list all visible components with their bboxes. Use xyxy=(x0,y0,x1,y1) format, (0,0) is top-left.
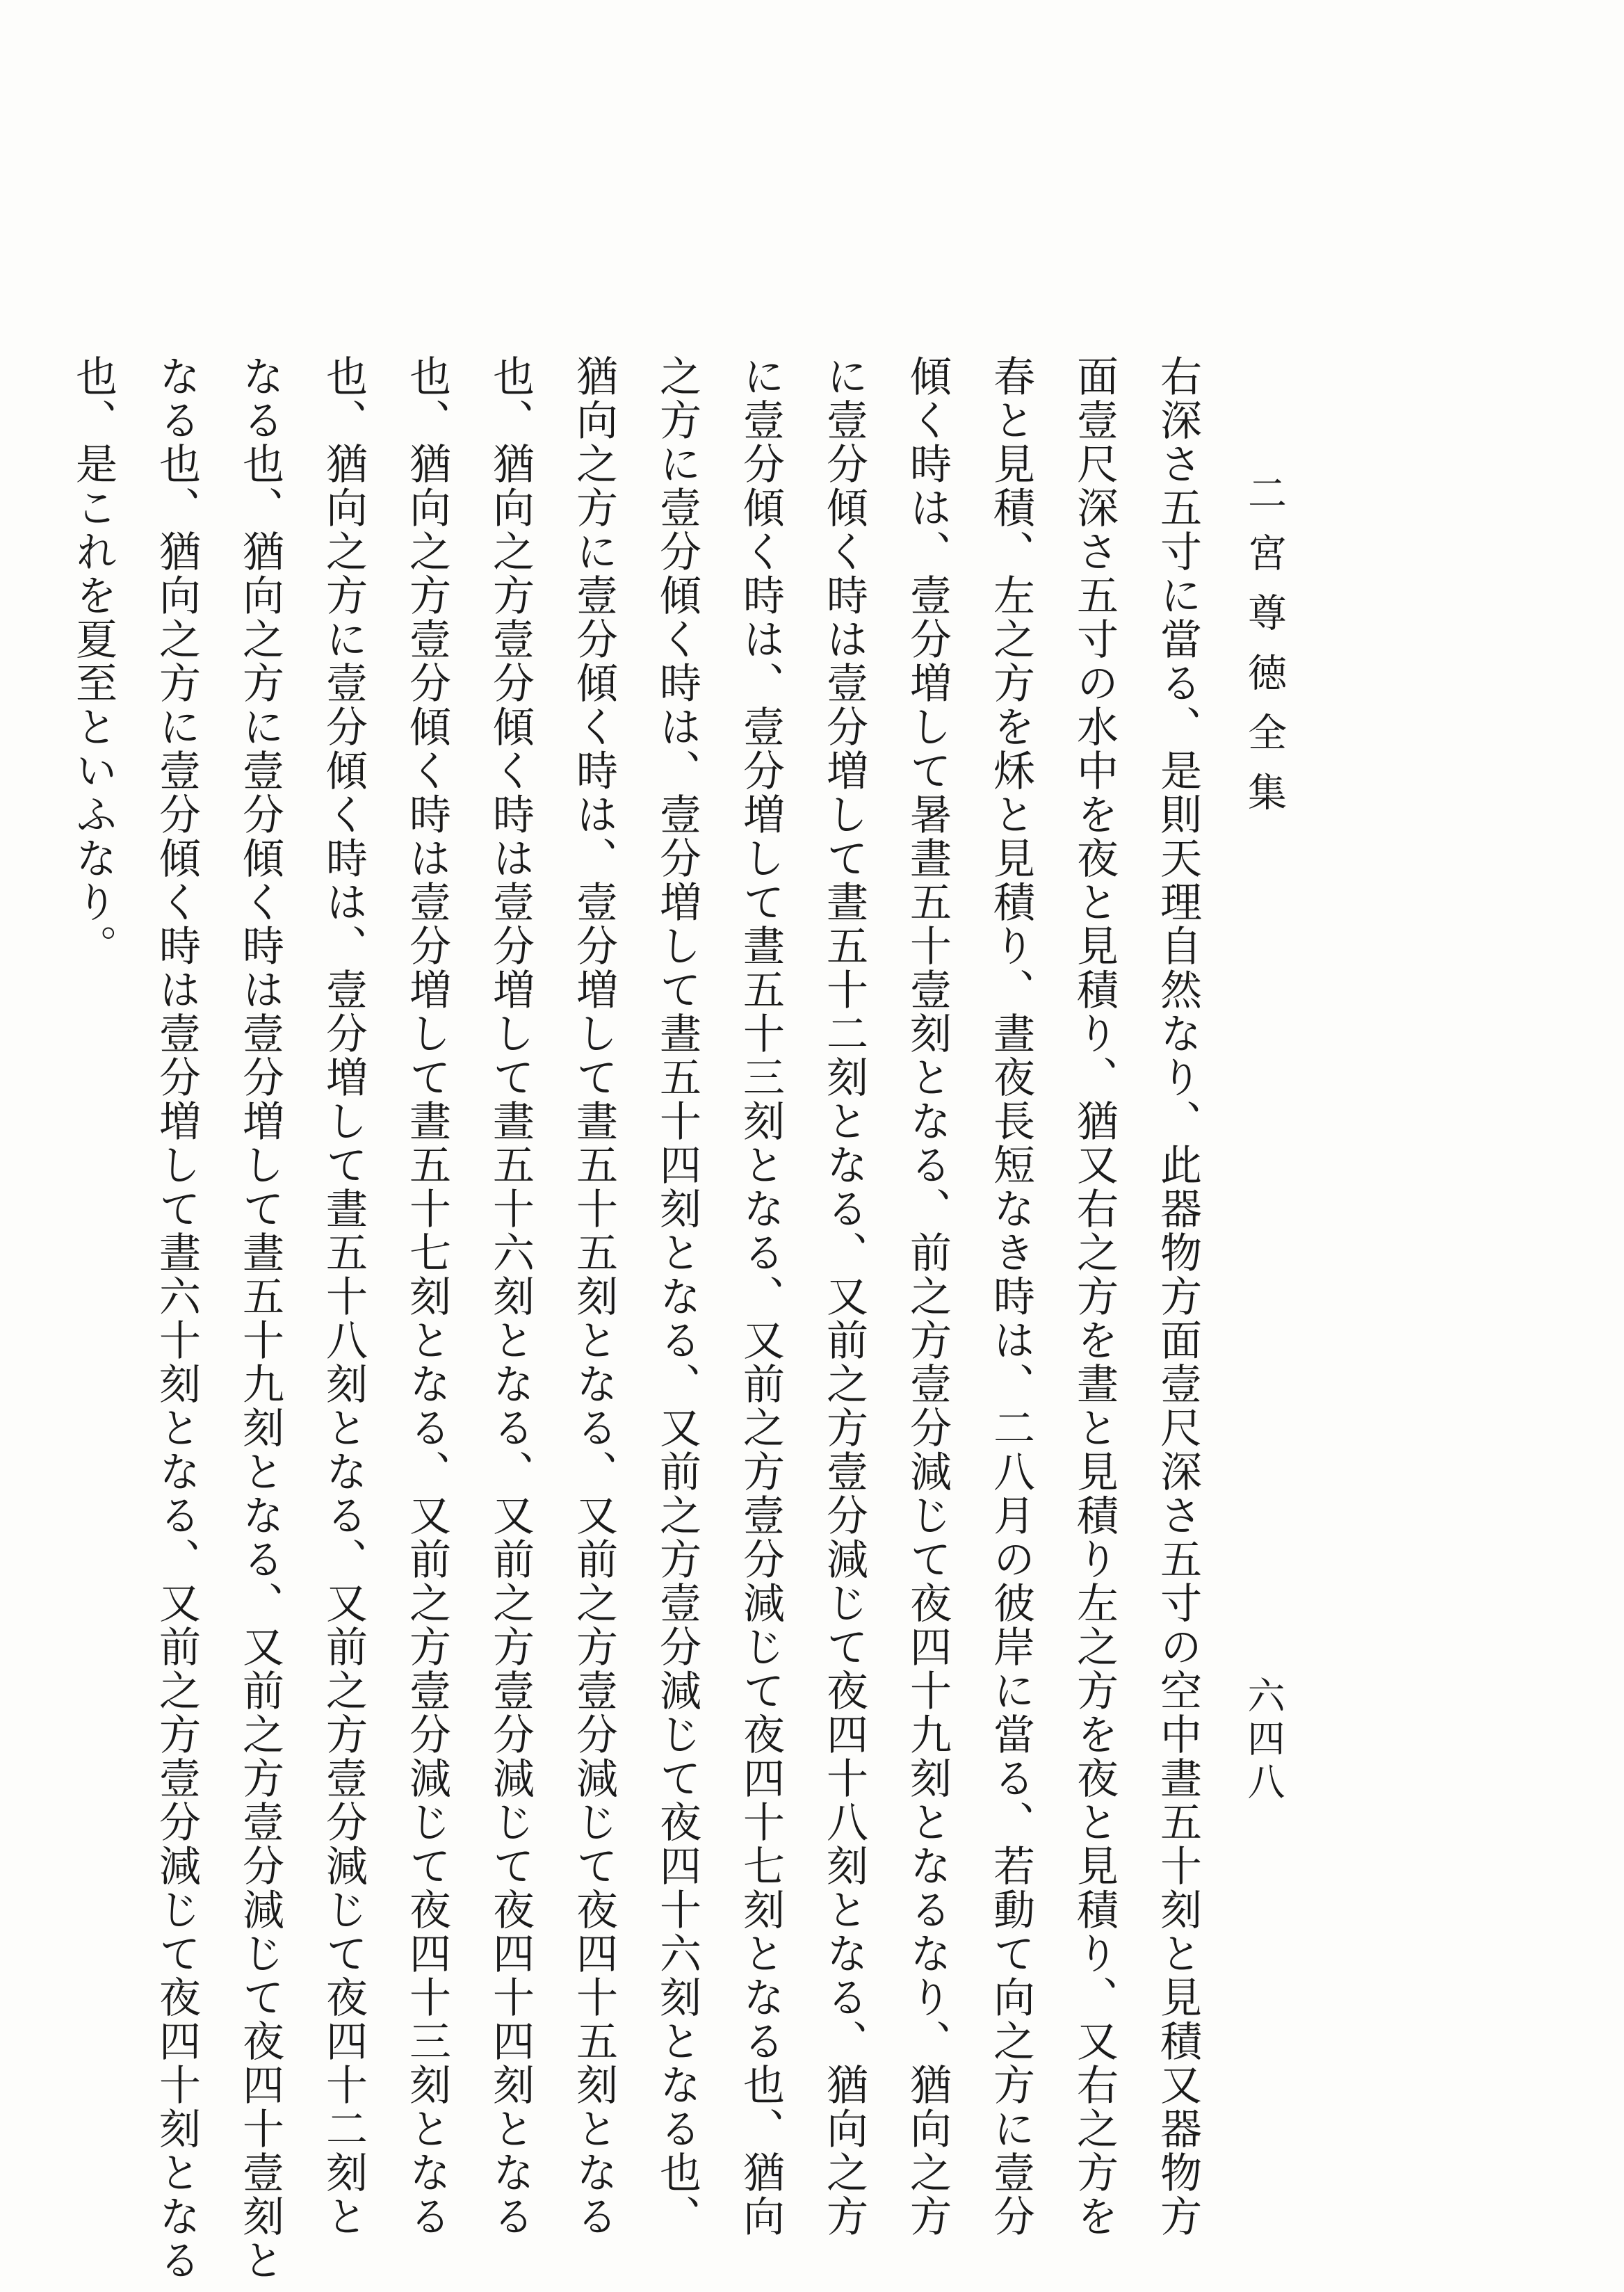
text-line: 春と見積、左之方を秌と見積り、晝夜長短なき時は、二八月の彼岸に當る、若動て向之方に壹分 xyxy=(986,355,1035,2238)
text-line: 之方に壹分傾く時は、壹分増して晝五十四刻となる、又前之方壹分減じて夜四十六刻となる也、 xyxy=(653,355,701,2238)
text-line: に壹分傾く時は壹分増して晝五十二刻となる、又前之方壹分減じて夜四十八刻となる、猶向之方 xyxy=(820,355,868,2238)
text-line: 傾く時は、壹分増して暑晝五十壹刻となる、前之方壹分減じて夜四十九刻となるなり、猶向之方 xyxy=(903,355,952,2238)
text-line: 也、是これを夏至といふなり。 xyxy=(69,355,117,968)
page-number: 六四八 xyxy=(1242,1676,1285,1805)
text-line: 面壹尺深さ五寸の水中を夜と見積り、猶又右之方を晝と見積り左之方を夜と見積り、又右之方を xyxy=(1070,355,1119,2238)
text-line: 也、猶向之方壹分傾く時は壹分増して晝五十六刻となる、又前之方壹分減じて夜四十四刻となる xyxy=(486,355,535,2238)
text-line: に壹分傾く時は、壹分増して晝五十三刻となる、又前之方壹分減じて夜四十七刻となる也、猶向 xyxy=(736,355,785,2238)
text-line: 也、猶向之方に壹分傾く時は、壹分増して晝五十八刻となる、又前之方壹分減じて夜四十二刻と xyxy=(319,355,368,2238)
text-line: 右深さ五寸に當る、是則天理自然なり、此器物方面壹尺深さ五寸の空中晝五十刻と見積又器物方 xyxy=(1153,355,1202,2238)
running-head-title: 二宮尊徳全集 xyxy=(1242,473,1287,832)
text-line: 也、猶向之方壹分傾く時は壹分増して晝五十七刻となる、又前之方壹分減じて夜四十三刻となる xyxy=(403,355,451,2238)
body-text xyxy=(51,355,1219,2282)
text-line: なる也、猶向之方に壹分傾く時は壹分増して晝五十九刻となる、又前之方壹分減じて夜四十壹刻と xyxy=(236,355,284,2282)
text-line: 猶向之方に壹分傾く時は、壹分増して晝五十五刻となる、又前之方壹分減じて夜四十五刻となる xyxy=(569,355,618,2238)
text-line: なる也、猶向之方に壹分傾く時は壹分増して晝六十刻となる、又前之方壹分減じて夜四十刻となる xyxy=(152,355,201,2282)
